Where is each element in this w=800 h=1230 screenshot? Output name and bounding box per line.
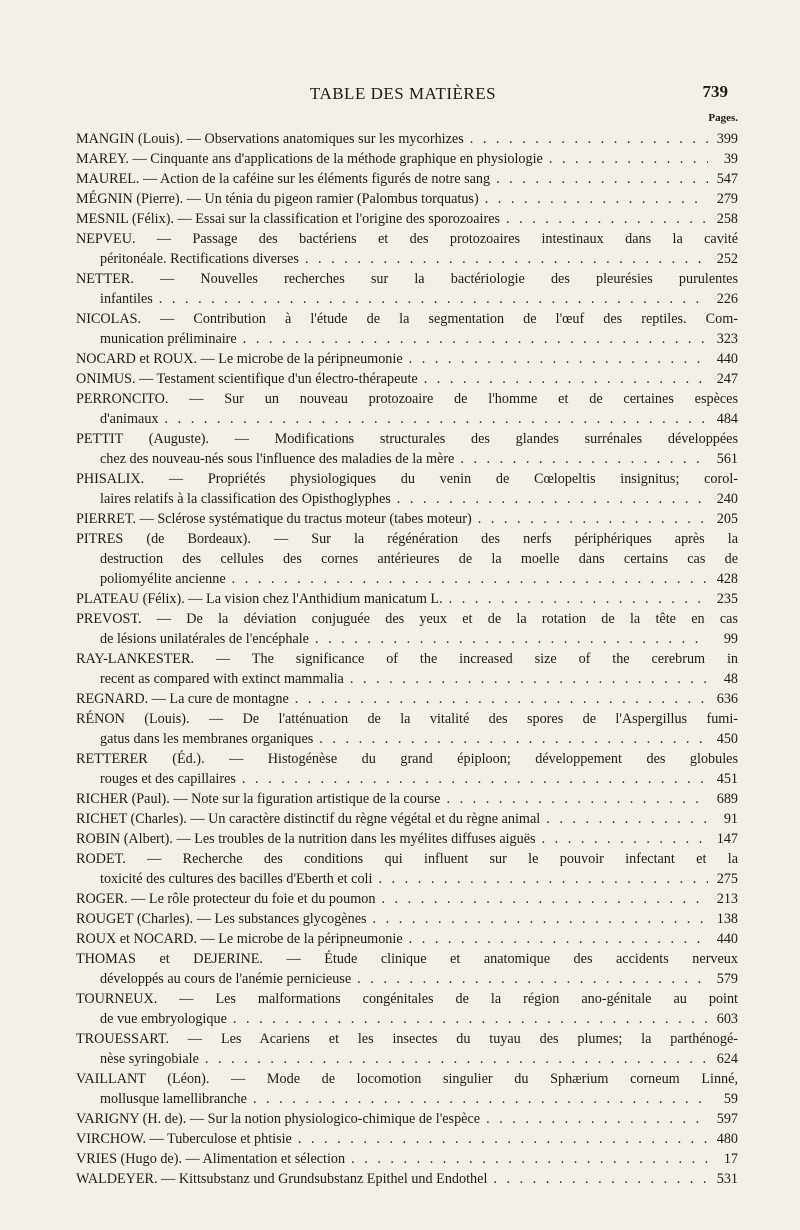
dot-leader [485, 189, 708, 209]
entry-text: MAREY. — Cinquante ans d'applications de la méthode graphique en physiologie [76, 151, 543, 167]
entry-text: PERRONCITO. — Sur un nouveau protozoaire de l'homme et de certaines espèces [76, 391, 738, 407]
toc-entry-continuation [76, 869, 738, 889]
entry-text: PIERRET. — Sclérose systématique du tractus moteur (tabes moteur) [76, 511, 472, 527]
entry-page-number: 579 [716, 971, 738, 987]
dot-leader [424, 369, 708, 389]
toc-entry-line [76, 649, 738, 669]
toc-entry-continuation [76, 1089, 738, 1109]
toc-entry [76, 609, 738, 649]
toc-entry [76, 349, 738, 369]
entry-text: nèse syringobiale [100, 1051, 199, 1067]
entry-text: REGNARD. — La cure de montagne [76, 691, 289, 707]
entry-text: péritonéale. Rectifications diverses [100, 251, 299, 267]
entry-text: gatus dans les membranes organiques [100, 731, 314, 747]
toc-entry [76, 649, 738, 689]
toc-entry-continuation [76, 449, 738, 469]
entry-text: WALDEYER. — Kittsubstanz und Grundsubstanz Epithel und Endothel [76, 1171, 488, 1187]
toc-entry-line [76, 609, 738, 629]
toc-entry-line [76, 1069, 738, 1089]
entry-page-number: 48 [723, 671, 738, 687]
dot-leader [460, 449, 708, 469]
pages-column-label: Pages. [708, 112, 738, 124]
entry-text: RICHET (Charles). — Un caractère distinctif du règne végétal et du règne animal [76, 811, 541, 827]
entry-page-number: 480 [716, 1131, 738, 1147]
entry-text: poliomyélite ancienne [100, 571, 226, 587]
entry-text: ROUX et NOCARD. — Le microbe de la péripneumonie [76, 931, 403, 947]
toc-entry-line [76, 309, 738, 329]
entry-text: ROUGET (Charles). — Les substances glycogènes [76, 911, 367, 927]
toc-entry-line [76, 429, 738, 449]
toc-entry [76, 1169, 738, 1189]
toc-entry [76, 149, 738, 169]
entry-text: ONIMUS. — Testament scientifique d'un électro-thérapeute [76, 371, 418, 387]
toc-entry-line [76, 829, 738, 849]
entry-page-number: 59 [723, 1091, 738, 1107]
dot-leader [232, 569, 708, 589]
toc-entry [76, 1029, 738, 1069]
toc-entry-line [76, 929, 738, 949]
entry-page-number: 279 [716, 191, 738, 207]
table-of-contents [76, 129, 738, 1189]
toc-entry-line [76, 269, 738, 289]
entry-text: d'animaux [100, 411, 159, 427]
entry-page-number: 603 [716, 1011, 738, 1027]
dot-leader [542, 829, 708, 849]
toc-entry-continuation [76, 549, 738, 569]
entry-text: MAUREL. — Action de la caféine sur les éléments figurés de notre sang [76, 171, 491, 187]
toc-entry [76, 889, 738, 909]
entry-page-number: 240 [716, 491, 738, 507]
dot-leader [165, 409, 708, 429]
entry-page-number: 440 [716, 351, 738, 367]
toc-entry-line [76, 949, 738, 969]
entry-page-number: 147 [716, 831, 738, 847]
entry-page-number: 17 [723, 1151, 738, 1167]
toc-entry-continuation [76, 249, 738, 269]
entry-text: développés au cours de l'anémie pernicieuse [100, 971, 352, 987]
toc-entry [76, 469, 738, 509]
entry-page-number: 428 [716, 571, 738, 587]
entry-text: MÉGNIN (Pierre). — Un ténia du pigeon ramier (Palombus torquatus) [76, 191, 479, 207]
toc-entry [76, 589, 738, 609]
toc-entry-line [76, 349, 738, 369]
toc-entry-continuation [76, 409, 738, 429]
toc-entry-line [76, 129, 738, 149]
entry-text: VIRCHOW. — Tuberculose et phtisie [76, 1131, 292, 1147]
toc-entry-line [76, 849, 738, 869]
dot-leader [397, 489, 708, 509]
toc-entry-continuation [76, 729, 738, 749]
dot-leader [373, 909, 708, 929]
entry-text: toxicité des cultures des bacilles d'Eberth et coli [100, 871, 373, 887]
toc-entry-continuation [76, 669, 738, 689]
entry-text: PITRES (de Bordeaux). — Sur la régénération des nerfs périphériques après la [76, 531, 738, 547]
dot-leader [449, 589, 708, 609]
entry-text: RAY-LANKESTER. — The significance of the increased size of the cerebrum in [76, 651, 738, 667]
entry-page-number: 39 [723, 151, 738, 167]
dot-leader [409, 929, 708, 949]
toc-entry-line [76, 1129, 738, 1149]
dot-leader [378, 869, 708, 889]
dot-leader [242, 769, 708, 789]
entry-page-number: 547 [716, 171, 738, 187]
entry-text: MANGIN (Louis). — Observations anatomiques sur les mycorhizes [76, 131, 464, 147]
entry-page-number: 484 [716, 411, 738, 427]
dot-leader [159, 289, 708, 309]
entry-page-number: 450 [716, 731, 738, 747]
entry-text: de vue embryologique [100, 1011, 227, 1027]
toc-entry-line [76, 1169, 738, 1189]
toc-entry-line [76, 189, 738, 209]
toc-entry-continuation [76, 1049, 738, 1069]
entry-text: ROBIN (Albert). — Les troubles de la nutrition dans les myélites diffuses aiguës [76, 831, 536, 847]
toc-entry-line [76, 509, 738, 529]
entry-text: RÉNON (Louis). — De l'atténuation de la vitalité des spores de l'Aspergillus fumi- [76, 711, 738, 727]
entry-page-number: 624 [716, 1051, 738, 1067]
entry-page-number: 205 [716, 511, 738, 527]
dot-leader [381, 889, 708, 909]
toc-entry [76, 509, 738, 529]
toc-entry [76, 189, 738, 209]
dot-leader [357, 969, 708, 989]
toc-entry [76, 209, 738, 229]
entry-page-number: 226 [716, 291, 738, 307]
toc-entry-continuation [76, 289, 738, 309]
entry-text: VAILLANT (Léon). — Mode de locomotion singulier du Sphærium corneum Linné, [76, 1071, 738, 1087]
toc-entry [76, 429, 738, 469]
toc-entry [76, 369, 738, 389]
toc-entry-line [76, 689, 738, 709]
toc-entry [76, 989, 738, 1029]
toc-entry [76, 1149, 738, 1169]
entry-text: PREVOST. — De la déviation conjuguée des yeux et de la rotation de la tête en cas [76, 611, 738, 627]
toc-entry [76, 229, 738, 269]
dot-leader [253, 1089, 708, 1109]
dot-leader [243, 329, 708, 349]
toc-entry-line [76, 529, 738, 549]
entry-text: chez des nouveau-nés sous l'influence des maladies de la mère [100, 451, 455, 467]
toc-entry [76, 1129, 738, 1149]
toc-entry-line [76, 209, 738, 229]
toc-entry [76, 1109, 738, 1129]
toc-entry-line [76, 809, 738, 829]
dot-leader [351, 1149, 708, 1169]
entry-text: destruction des cellules des cornes antérieures de la moelle dans certains cas de [100, 551, 738, 567]
toc-entry-continuation [76, 969, 738, 989]
entry-text: infantiles [100, 291, 153, 307]
entry-page-number: 451 [716, 771, 738, 787]
entry-text: TOURNEUX. — Les malformations congénitales de la région ano-génitale au point [76, 991, 738, 1007]
dot-leader [350, 669, 708, 689]
entry-page-number: 99 [723, 631, 738, 647]
entry-text: NICOLAS. — Contribution à l'étude de la segmentation de l'œuf des reptiles. Com- [76, 311, 738, 327]
toc-entry [76, 909, 738, 929]
dot-leader [506, 209, 708, 229]
entry-text: RETTERER (Éd.). — Histogénèse du grand épiploon; développement des globules [76, 751, 738, 767]
toc-entry-line [76, 889, 738, 909]
toc-entry [76, 529, 738, 589]
toc-entry [76, 709, 738, 749]
dot-leader [446, 789, 708, 809]
toc-entry-continuation [76, 769, 738, 789]
entry-text: rouges et des capillaires [100, 771, 236, 787]
toc-entry [76, 849, 738, 889]
toc-entry-line [76, 749, 738, 769]
entry-text: VARIGNY (H. de). — Sur la notion physiologico-chimique de l'espèce [76, 1111, 481, 1127]
dot-leader [546, 809, 708, 829]
toc-entry-line [76, 989, 738, 1009]
toc-entry-continuation [76, 629, 738, 649]
entry-page-number: 252 [716, 251, 738, 267]
dot-leader [298, 1129, 708, 1149]
entry-page-number: 440 [716, 931, 738, 947]
page-number: 739 [702, 82, 728, 101]
toc-entry [76, 789, 738, 809]
toc-entry [76, 269, 738, 309]
dot-leader [305, 249, 708, 269]
toc-entry-line [76, 709, 738, 729]
dot-leader [319, 729, 708, 749]
toc-entry-line [76, 229, 738, 249]
toc-entry [76, 949, 738, 989]
toc-entry-line [76, 1109, 738, 1129]
entry-text: ROGER. — Le rôle protecteur du foie et du poumon [76, 891, 376, 907]
dot-leader [315, 629, 708, 649]
entry-page-number: 213 [716, 891, 738, 907]
toc-entry-line [76, 389, 738, 409]
toc-entry [76, 809, 738, 829]
dot-leader [470, 129, 708, 149]
dot-leader [205, 1049, 708, 1069]
toc-entry [76, 829, 738, 849]
entry-text: RICHER (Paul). — Note sur la figuration artistique de la course [76, 791, 441, 807]
toc-entry-line [76, 1149, 738, 1169]
entry-text: mollusque lamellibranche [100, 1091, 247, 1107]
entry-text: NOCARD et ROUX. — Le microbe de la péripneumonie [76, 351, 403, 367]
entry-page-number: 91 [723, 811, 738, 827]
dot-leader [409, 349, 708, 369]
page-title: TABLE DES MATIÈRES [309, 84, 497, 103]
entry-page-number: 138 [716, 911, 738, 927]
entry-page-number: 258 [716, 211, 738, 227]
toc-entry-line [76, 149, 738, 169]
entry-page-number: 323 [716, 331, 738, 347]
entry-page-number: 235 [716, 591, 738, 607]
entry-page-number: 597 [716, 1111, 738, 1127]
entry-text: MESNIL (Félix). — Essai sur la classification et l'origine des sporozoaires [76, 211, 501, 227]
toc-entry-line [76, 169, 738, 189]
toc-entry [76, 929, 738, 949]
entry-page-number: 399 [716, 131, 738, 147]
entry-text: PETTIT (Auguste). — Modifications structurales des glandes surrénales développées [76, 431, 738, 447]
entry-text: NETTER. — Nouvelles recherches sur la bactériologie des pleurésies purulentes [76, 271, 738, 287]
dot-leader [478, 509, 708, 529]
entry-text: de lésions unilatérales de l'encéphale [100, 631, 309, 647]
dot-leader [295, 689, 708, 709]
toc-entry-continuation [76, 569, 738, 589]
toc-entry-line [76, 369, 738, 389]
toc-entry [76, 749, 738, 789]
entry-text: PHISALIX. — Propriétés physiologiques du venin de Cœlopeltis insignitus; corol- [76, 471, 738, 487]
entry-page-number: 531 [716, 1171, 738, 1187]
entry-text: TROUESSART. — Les Acariens et les insectes du tuyau des plumes; la parthénogé- [76, 1031, 738, 1047]
entry-page-number: 689 [716, 791, 738, 807]
toc-entry-line [76, 589, 738, 609]
entry-page-number: 561 [716, 451, 738, 467]
entry-text: laires relatifs à la classification des Opisthoglyphes [100, 491, 391, 507]
dot-leader [549, 149, 708, 169]
toc-entry [76, 389, 738, 429]
entry-page-number: 636 [716, 691, 738, 707]
toc-entry [76, 129, 738, 149]
dot-leader [233, 1009, 708, 1029]
dot-leader [496, 169, 708, 189]
entry-text: THOMAS et DEJERINE. — Étude clinique et anatomique des accidents nerveux [76, 951, 738, 967]
entry-text: munication préliminaire [100, 331, 237, 347]
entry-text: recent as compared with extinct mammalia [100, 671, 344, 687]
dot-leader [486, 1109, 708, 1129]
entry-page-number: 275 [716, 871, 738, 887]
toc-entry-line [76, 789, 738, 809]
entry-text: RODET. — Recherche des conditions qui influent sur le pouvoir infectant et la [76, 851, 738, 867]
toc-entry-continuation [76, 1009, 738, 1029]
toc-entry-line [76, 469, 738, 489]
toc-entry [76, 1069, 738, 1109]
dot-leader [493, 1169, 708, 1189]
toc-entry [76, 689, 738, 709]
entry-text: NEPVEU. — Passage des bactériens et des protozoaires intestinaux dans la cavité [76, 231, 738, 247]
toc-entry-continuation [76, 329, 738, 349]
entry-page-number: 247 [716, 371, 738, 387]
toc-entry-line [76, 909, 738, 929]
toc-entry [76, 309, 738, 349]
entry-text: PLATEAU (Félix). — La vision chez l'Anthidium manicatum L. [76, 591, 443, 607]
page-header [78, 80, 728, 106]
toc-entry-continuation [76, 489, 738, 509]
entry-text: VRIES (Hugo de). — Alimentation et sélection [76, 1151, 346, 1167]
toc-entry [76, 169, 738, 189]
toc-entry-line [76, 1029, 738, 1049]
